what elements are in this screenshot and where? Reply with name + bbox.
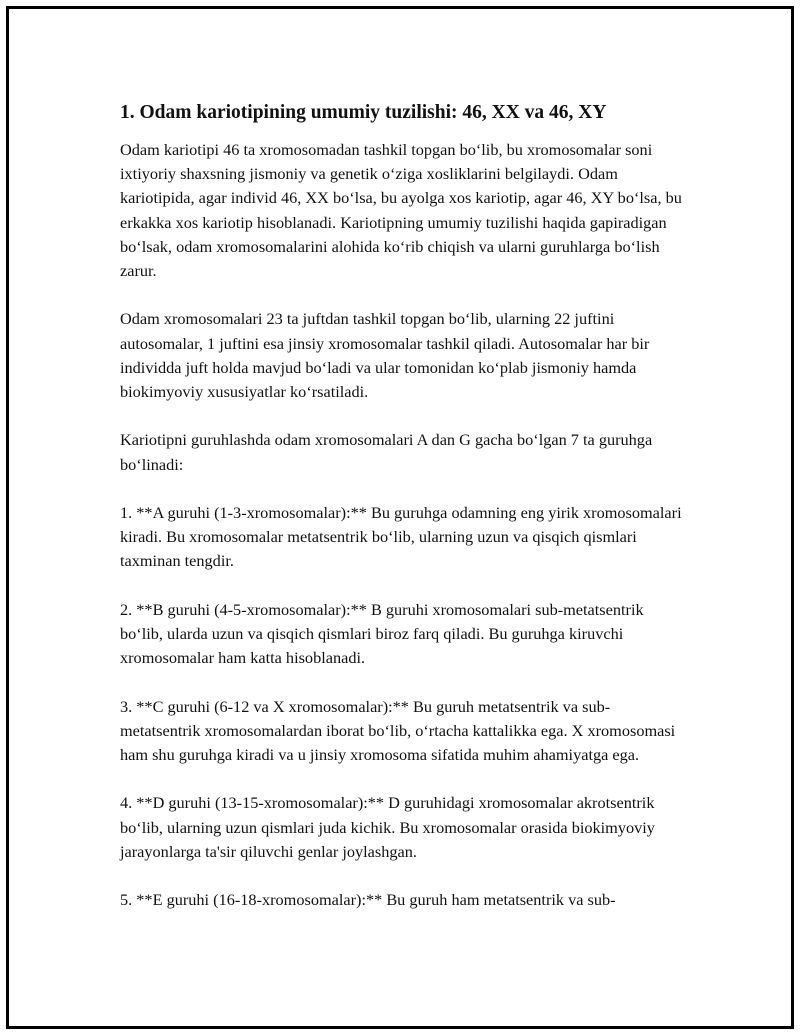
paragraph-grouping: Kariotipni guruhlashda odam xromosomalari A dan G gacha bo‘lgan 7 ta guruhga bo‘linadi: (120, 430, 653, 474)
document-body (120, 100, 690, 937)
paragraph-group-e: 5. **E guruhi (16-18-xromosomalar):** Bu guruh ham metatsentrik va sub- (120, 890, 616, 910)
page-frame (6, 6, 794, 1029)
document-title: 1. Odam kariotipining umumiy tuzilishi: 46, XX va 46, XY (120, 102, 607, 123)
paragraph-autosomes: Odam xromosomalari 23 ta juftdan tashkil topgan bo‘lib, ularning 22 juftini autosomalar, 1 juftini esa jinsiy xromosomalar tashkil qiladi. Autosomalar har bir individda juft holda mavjud bo‘ladi va ular tomonidan ko‘plab jismoniy hamda biokimyoviy xususiyatlar ko‘rsatiladi. (120, 309, 650, 402)
paragraph-group-a: 1. **A guruhi (1-3-xromosomalar):** Bu guruhga odamning eng yirik xromosomalari kiradi. Bu xromosomalar metatsentrik bo‘lib, ularning uzun va qisqich qismlari taxminan tengdir. (120, 503, 682, 571)
paragraph-intro: Odam kariotipi 46 ta xromosomadan tashkil topgan bo‘lib, bu xromosomalar soni ixtiyoriy shaxsning jismoniy va genetik o‘ziga xosliklarini belgilaydi. Odam kariotipida, agar individ 46, XX bo‘lsa, bu ayolga xos kariotip, agar 46, XY bo‘lsa, bu erkakka xos kariotip hisoblanadi. Kariotipning umumiy tuzilishi haqida gapiradigan bo‘lsak, odam xromosomalarini alohida ko‘rib chiqish va ularni guruhlarga bo‘lish zarur. (120, 140, 682, 281)
paragraph-group-c: 3. **C guruhi (6-12 va X xromosomalar):** Bu guruh metatsentrik va sub-metatsentrik xromosomalardan iborat bo‘lib, o‘rtacha kattalikka ega. X xromosomasi ham shu guruhga kiradi va u jinsiy xromosoma sifatida muhim ahamiyatga ega. (120, 696, 676, 764)
paragraph-group-b: 2. **B guruhi (4-5-xromosomalar):** B guruhi xromosomalari sub-metatsentrik bo‘lib, ularda uzun va qisqich qismlari biroz farq qiladi. Bu guruhga kiruvchi xromosomalar ham katta hisoblanadi. (120, 599, 644, 668)
paragraph-group-d: 4. **D guruhi (13-15-xromosomalar):** D guruhidagi xromosomalar akrotsentrik bo‘lib, ularning uzun qismlari juda kichik. Bu xromosomalar orasida biokimyoviy jarayonlarga ta'sir qiluvchi genlar joylashgan. (120, 793, 655, 861)
